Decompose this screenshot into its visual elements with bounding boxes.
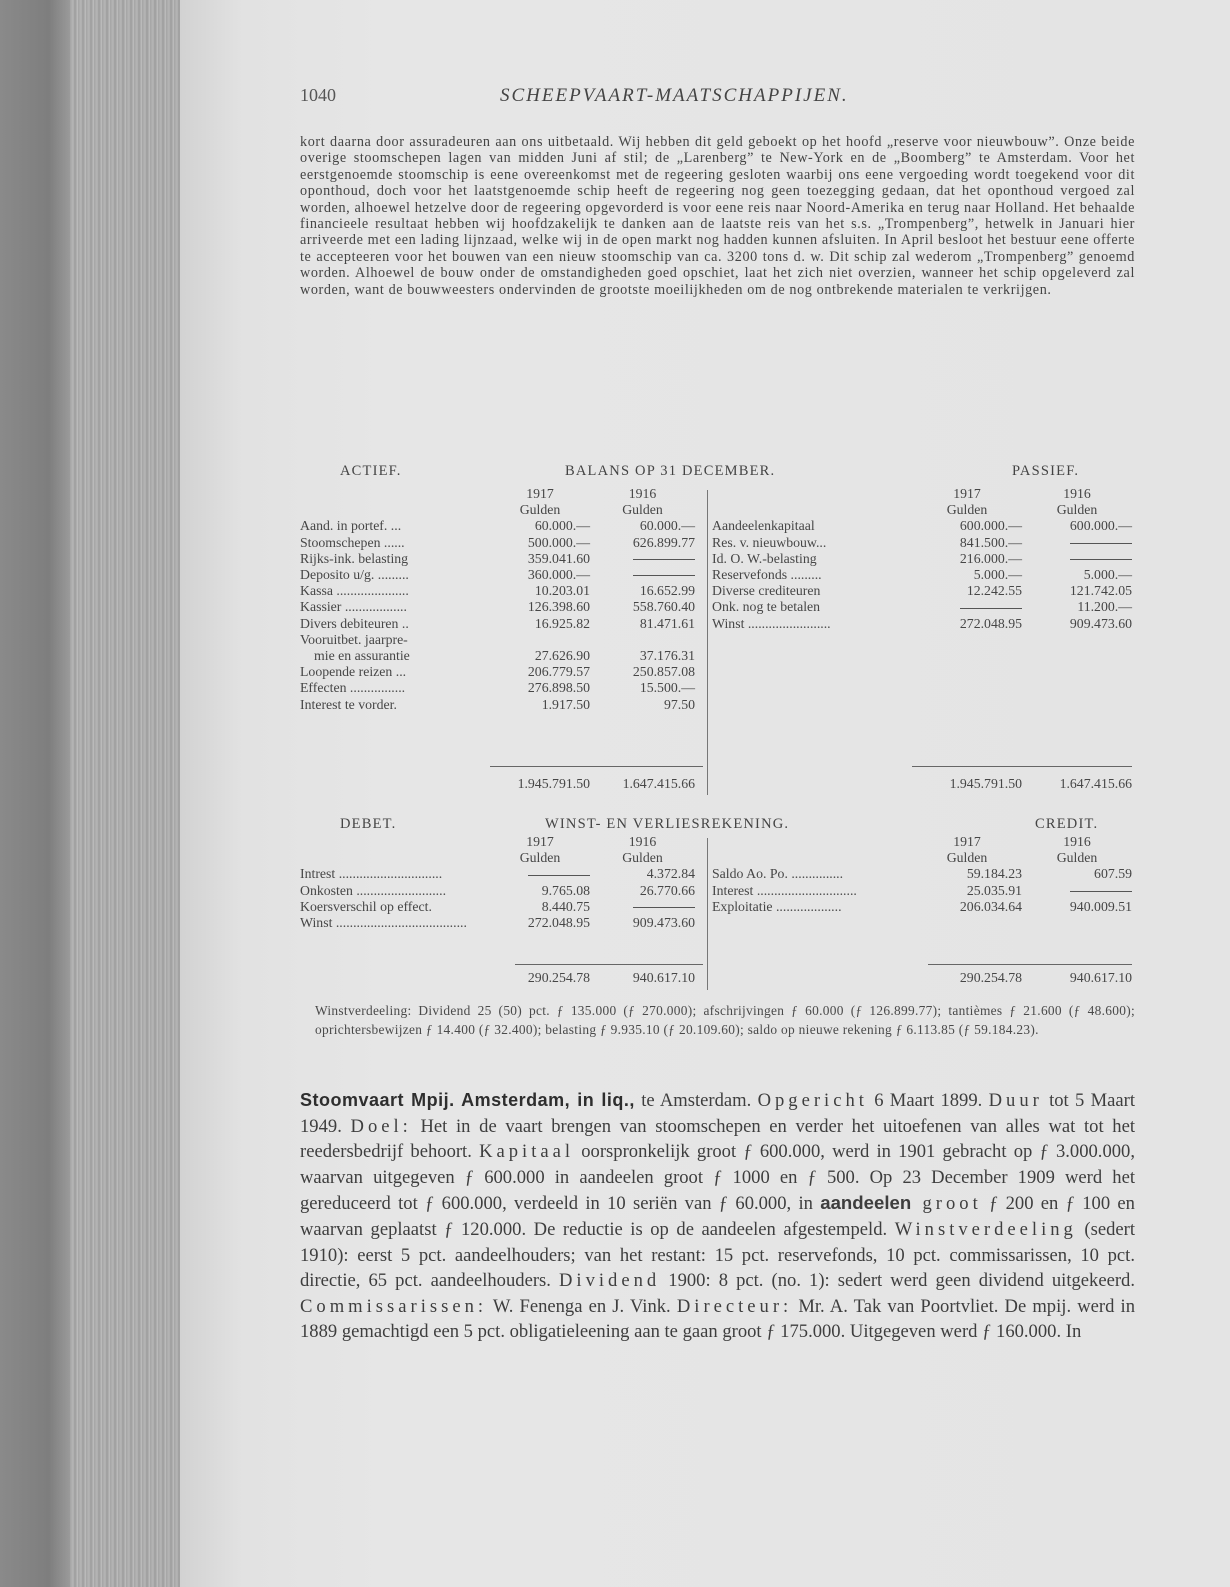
table-row: Exploitatie ................... 206.034.64 940.009.51 xyxy=(712,898,1132,914)
label-doel: Doel: xyxy=(350,1115,412,1137)
debet-heading: DEBET. xyxy=(340,816,397,832)
total-rule xyxy=(490,766,703,767)
table-row: Saldo Ao. Po. ............... 59.184.23 607.59 xyxy=(712,866,1132,882)
profit-distribution-note: Winstverdeeling: Dividend 25 (50) pct. ƒ 135.000 (ƒ 270.000); afschrijvingen ƒ 60.000 (ƒ 126.899.77); tantièmes ƒ 21.600 (ƒ 48.600); oprichtersbewijzen ƒ 14.400 (ƒ 32.400); belasting ƒ 9.935.10 (ƒ 20.109.60); saldo op nieuwe rekening ƒ 6.113.85 (ƒ 59.184.23). xyxy=(315,1003,1135,1037)
total-row: 1.945.791.50 1.647.415.66 xyxy=(949,776,1132,791)
running-title: SCHEEPVAART-MAATSCHAPPIJEN. xyxy=(500,85,849,106)
empty-dash xyxy=(960,608,1022,609)
year-1916: 1916 xyxy=(628,486,657,501)
label-commissarissen: Commissarissen: xyxy=(300,1295,488,1317)
actief-heading: ACTIEF. xyxy=(340,463,402,479)
company-name: Stoomvaart Mpij. Amsterdam, in liq., xyxy=(300,1090,635,1110)
currency-label: Gulden xyxy=(622,502,663,518)
label-kapitaal: Kapitaal xyxy=(479,1141,575,1163)
table-row: Effecten ................ 276.898.50 15.500.— xyxy=(300,680,695,696)
empty-dash xyxy=(633,559,695,560)
page-edges xyxy=(70,0,180,1587)
table-row: Intrest .............................. 4.372.84 xyxy=(300,866,695,882)
table-row: Stoomschepen ...... 500.000.— 626.899.77 xyxy=(300,534,695,550)
table-row: Winst ........................ 272.048.95 909.473.60 xyxy=(712,615,1132,631)
year-1917: 1917 xyxy=(526,486,554,501)
company-entry: Stoomvaart Mpij. Amsterdam, in liq., te Amsterdam. Opgericht 6 Maart 1899. Duur tot 5 Maart 1949. Doel: Het in de vaart brengen van stoomschepen en verder het uitoefenen van alles wat tot het reedersbedrijf behoort. Kapitaal oorspronkelijk groot ƒ 600.000, werd in 1901 gebracht op ƒ 3.000.000, waarvan uitgegeven ƒ 600.000 in aandeelen groot ƒ 1000 en ƒ 500. Op 23 December 1909 werd het gereduceerd tot ƒ 600.000, verdeeld in 10 seriën van ƒ 60.000, in aandeelen groot ƒ 200 en ƒ 100 en waarvan geplaatst ƒ 120.000. De reductie is op de aandeelen afgestempeld. Winstverdeeling (sedert 1910): eerst 5 pct. aandeelhouders; van het restant: 15 pct. reservefonds, 10 pct. commissarissen, 10 pct. directie, 65 pct. aandeelhouders. Dividend 1900: 8 pct. (no. 1): sedert werd geen dividend uitgekeerd. Commissarissen: W. Fenenga en J. Vink. Directeur: Mr. A. Tak van Poortvliet. De mpij. werd in 1889 gemachtigd een 5 pct. obligatieleening aan te gaan groot ƒ 175.000. Uitgegeven werd ƒ 160.000. In xyxy=(300,1090,1135,1343)
credit-heading: CREDIT. xyxy=(1035,816,1099,832)
empty-dash xyxy=(633,575,695,576)
table-row: mie en assurantie 27.626.90 37.176.31 xyxy=(314,648,695,664)
table-row: Interest te vorder. 1.917.50 97.50 xyxy=(300,696,695,712)
empty-dash xyxy=(633,907,695,908)
empty-dash xyxy=(1070,543,1132,544)
empty-dash xyxy=(528,875,590,876)
credit-table: 1917 1916 Gulden Gulden Saldo Ao. Po. ............... 59.184.23 607.59 Interest ............................. 25.035.91 Exploitatie ................... 206.034.64 940.009.51 xyxy=(712,834,1132,914)
balance-sheet-title: BALANS OP 31 DECEMBER. xyxy=(565,463,776,479)
total-row: 290.254.78 940.617.10 xyxy=(527,970,695,985)
empty-dash xyxy=(1070,559,1132,560)
table-row: Rijks-ink. belasting 359.041.60 xyxy=(300,551,695,567)
liabilities-total xyxy=(712,776,1132,792)
table-row: Diverse crediteuren 12.242.55 121.742.05 xyxy=(712,583,1132,599)
table-row: Kassier .................. 126.398.60 558.760.40 xyxy=(300,599,695,615)
assets-table xyxy=(300,486,695,713)
table-row: Interest ............................. 25.035.91 xyxy=(712,883,1132,899)
table-row: Id. O. W.-belasting 216.000.— xyxy=(712,551,1132,567)
table-row: Aandeelenkapitaal 600.000.— 600.000.— xyxy=(712,518,1132,534)
liabilities-table: 1917 1916 Gulden Gulden Aandeelenkapitaal 600.000.— 600.000.— Res. v. nieuwbouw... 841.500.— Id. O. W.-belasting 216.000.— Reservefonds ......... 5.000.— 5.000.— Diverse crediteuren 12.242.55 121.742.05 Onk. nog te betalen 11.200.— Winst ........................ 272.048.95 909.473.60 xyxy=(712,486,1132,631)
table-row: Divers debiteuren .. 16.925.82 81.471.61 xyxy=(300,615,695,631)
total-row: 1.945.791.50 1.647.415.66 xyxy=(517,776,695,791)
total-rule xyxy=(928,964,1132,965)
assets-total xyxy=(300,776,695,792)
table-row: Reservefonds ......... 5.000.— 5.000.— xyxy=(712,567,1132,583)
table-row: Winst ...................................... 272.048.95 909.473.60 xyxy=(300,915,695,931)
currency-label: Gulden xyxy=(519,502,561,518)
table-row: Deposito u/g. ......... 360.000.— xyxy=(300,567,695,583)
table-row: Onk. nog te betalen 11.200.— xyxy=(712,599,1132,615)
book-spine xyxy=(0,0,70,1587)
label-duur: Duur xyxy=(988,1090,1043,1111)
label-opgericht: Opgericht xyxy=(757,1090,868,1111)
total-row: 290.254.78 940.617.10 xyxy=(959,970,1132,985)
label-aandeelen: aandeelen xyxy=(820,1192,912,1214)
page-number: 1040 xyxy=(300,85,336,105)
table-row: Aand. in portef. ... 60.000.— 60.000.— xyxy=(300,518,695,534)
empty-dash xyxy=(1070,891,1132,892)
credit-total xyxy=(712,970,1132,986)
table-row: Koersverschil op effect. 8.440.75 xyxy=(300,899,695,915)
debit-total xyxy=(300,970,695,986)
table-row: Loopende reizen ... 206.779.57 250.857.08 xyxy=(300,664,695,680)
total-rule xyxy=(912,766,1132,767)
label-directeur: Directeur: xyxy=(676,1295,793,1317)
column-divider xyxy=(707,838,708,990)
table-row: Res. v. nieuwbouw... 841.500.— xyxy=(712,535,1132,551)
total-rule xyxy=(515,964,703,965)
passief-heading: PASSIEF. xyxy=(1012,463,1080,479)
intro-paragraph xyxy=(300,134,1135,298)
label-dividend: Dividend xyxy=(558,1270,661,1292)
running-head xyxy=(300,85,1135,111)
debit-table: 1917 1916 Gulden Gulden Intrest .............................. 4.372.84 Onkosten .......................... 9.765.08 26.770.66 Koersverschil op effect. 8.440.75 Winst ...................................... 272.048.95 909.473.60 xyxy=(300,834,695,931)
intro-text: kort daarna door assuradeuren aan ons uitbetaald. Wij hebben dit geld geboekt op het hoofd „reserve voor nieuwbouw”. Onze beide overige stoomschepen lagen van midden Juni af stil; de „Larenberg” te New-York en de „Boomberg” te Amsterdam. Voor het eerstgenoemde stoomschip is eene overeenkomst met de regeering gesloten waarbij ons eene vergoeding wordt toegekend voor dit oponthoud, doch voor het laatstgenoemde schip heeft de regeering nog geen toezegging gedaan, dat het oponthoud vergoed zal worden, alhoewel hetzelve door de regeering opgevorderd is voor eene reis naar Noord-Amerika en terug naar Holland. Het behaalde financieele resultaat hebben wij hoofdzakelijk te danken aan de laatste reis van het s.s. „Trompenberg”, hetwelk in Januari hier arriveerde met een lading lijnzaad, welke wij in de open markt nog hadden kunnen afsluiten. In April besloot het bestuur eene offerte te accepteeren voor het bouwen van een nieuw stoomschip van ca. 3200 tons d. w. Dit schip zal wederom „Trompenberg” genoemd worden. Alhoewel de bouw onder de omstandigheden goed opschiet, laat het zich niet overzien, wanneer het schip opgeleverd zal worden, want de bouwweesters ondervinden de grootste moeilijkheden om de nog ontbrekende materialen te verkrijgen. xyxy=(300,134,1135,298)
table-row: Onkosten .......................... 9.765.08 26.770.66 xyxy=(300,882,695,898)
label-winstverdeeling: Winstverdeeling xyxy=(894,1218,1077,1240)
table-row: Vooruitbet. jaarpre- xyxy=(300,631,408,647)
table-row: Kassa ..................... 10.203.01 16.652.99 xyxy=(300,583,695,599)
column-divider xyxy=(707,490,708,795)
profit-loss-title: WINST- EN VERLIESREKENING. xyxy=(545,816,790,832)
